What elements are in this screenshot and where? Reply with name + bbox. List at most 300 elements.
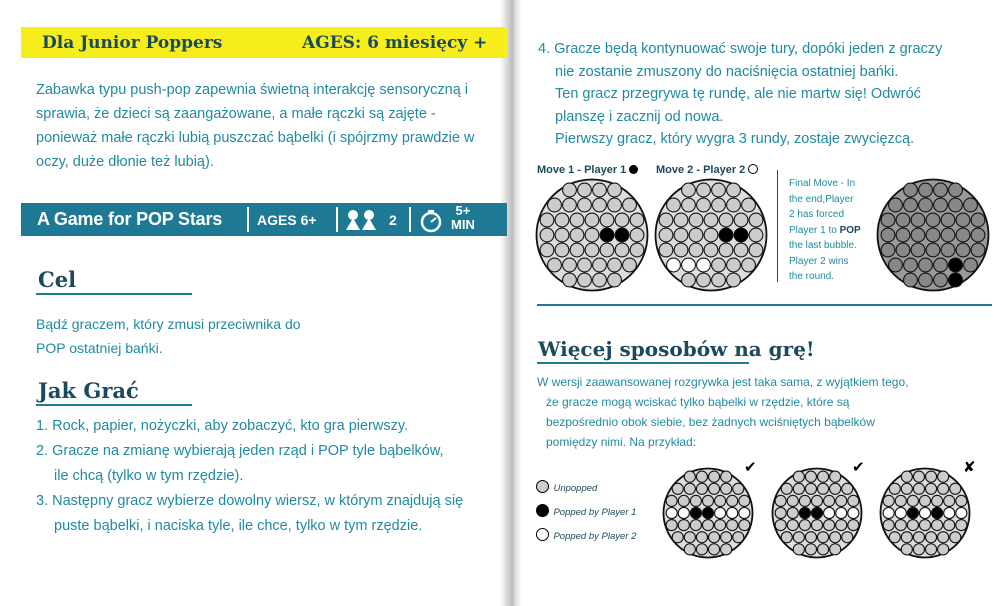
bubble	[708, 483, 719, 494]
bubble	[889, 198, 903, 212]
final-move-divider	[777, 170, 778, 282]
bubble	[901, 544, 912, 555]
bubble	[971, 228, 985, 242]
bubble	[811, 520, 822, 531]
time-bottom: MIN	[451, 217, 475, 232]
bubble	[941, 243, 955, 257]
goal-line: POP ostatniej bańki.	[36, 340, 163, 356]
timer-icon	[419, 208, 445, 234]
section-divider	[537, 304, 992, 306]
bubble	[901, 483, 912, 494]
bubble	[907, 520, 918, 531]
example-board-3	[879, 467, 971, 559]
bubble	[555, 228, 569, 242]
players-icon	[343, 209, 379, 231]
bubble	[911, 213, 925, 227]
bubble	[817, 532, 828, 543]
bubble	[889, 532, 900, 543]
bubble	[848, 520, 859, 531]
bubble	[563, 183, 577, 197]
bubble	[727, 183, 741, 197]
bubble	[938, 532, 949, 543]
intro-line: ponieważ małe rączki lubią puszczać bąbelki (i spójrzmy prawdzie w	[36, 130, 475, 146]
bubble	[956, 520, 967, 531]
time-top: 5+	[455, 203, 471, 218]
bubble	[950, 532, 961, 543]
step-2-cont: ile chcą (tylko w tym rzędzie).	[54, 468, 244, 484]
bubble	[708, 532, 719, 543]
bubble	[630, 243, 644, 257]
bubble	[749, 228, 763, 242]
bubble	[941, 213, 955, 227]
bubble	[600, 228, 614, 242]
bubble	[949, 258, 963, 272]
bubble	[932, 495, 943, 506]
bubble	[593, 258, 607, 272]
bubble	[721, 471, 732, 482]
bubble	[734, 213, 748, 227]
bubble	[630, 228, 644, 242]
bubble	[919, 198, 933, 212]
player1-swatch-icon	[536, 504, 549, 517]
bubble	[615, 243, 629, 257]
bubble	[719, 243, 733, 257]
final-line: the round.	[789, 271, 835, 282]
bubble	[944, 495, 955, 506]
more-ways-line: że gracze mogą wciskać tylko bąbelki w rzędzie, które są	[546, 395, 850, 409]
bubble	[623, 198, 637, 212]
bubble	[775, 495, 786, 506]
move1-label	[537, 164, 638, 176]
bubble	[742, 198, 756, 212]
bubble	[749, 213, 763, 227]
bubble	[881, 243, 895, 257]
more-ways-line: pomiędzy nimi. Na przykład:	[546, 435, 697, 449]
banner-divider	[409, 207, 411, 232]
legend-unpopped	[536, 478, 597, 496]
more-ways-text	[537, 372, 992, 452]
player2-dot-icon	[748, 164, 758, 174]
bubble	[727, 520, 738, 531]
bubble	[896, 213, 910, 227]
bubble	[727, 198, 741, 212]
bubble	[824, 507, 835, 518]
step4-line: planszę i zacznij od nowa.	[555, 108, 724, 125]
bubble	[593, 183, 607, 197]
bubble	[667, 198, 681, 212]
bubble	[944, 520, 955, 531]
bubble	[563, 273, 577, 287]
bubble	[896, 228, 910, 242]
bubble	[881, 228, 895, 242]
example-board-2	[771, 467, 863, 559]
bubble	[682, 258, 696, 272]
check-mark-icon: ✔	[744, 459, 757, 476]
bubble	[690, 520, 701, 531]
bubble	[836, 520, 847, 531]
bubble	[889, 483, 900, 494]
bubble	[623, 258, 637, 272]
move2-label	[656, 164, 758, 176]
bubble	[824, 495, 835, 506]
bubble	[666, 507, 677, 518]
more-ways-underline	[537, 362, 749, 364]
final-move-text	[789, 176, 861, 285]
bubble	[830, 483, 841, 494]
bubble	[836, 507, 847, 518]
player2-swatch-icon	[536, 528, 549, 541]
bubble	[949, 273, 963, 287]
bubble	[704, 243, 718, 257]
bubble	[704, 213, 718, 227]
bubble	[883, 495, 894, 506]
bubble	[901, 532, 912, 543]
bubble	[895, 507, 906, 518]
final-line: the end,Player	[789, 193, 854, 205]
x-mark-icon: ✘	[963, 459, 976, 476]
bubble	[950, 483, 961, 494]
bubble	[719, 213, 733, 227]
bubble	[811, 495, 822, 506]
bubble	[667, 258, 681, 272]
bubble	[715, 520, 726, 531]
bubble	[696, 544, 707, 555]
bubble	[678, 495, 689, 506]
bubble	[793, 483, 804, 494]
final-line-part: Player 1 to	[789, 224, 837, 236]
bubble	[919, 495, 930, 506]
bubble	[956, 213, 970, 227]
bubble	[895, 495, 906, 506]
bubble	[836, 495, 847, 506]
bubble	[901, 471, 912, 482]
bubble	[715, 507, 726, 518]
bubble	[775, 507, 786, 518]
goal-underline	[36, 293, 192, 295]
bubble	[925, 532, 936, 543]
bubble	[971, 213, 985, 227]
bubble	[690, 507, 701, 518]
bubble	[712, 183, 726, 197]
bubble	[817, 471, 828, 482]
bubble	[727, 273, 741, 287]
bubble	[548, 198, 562, 212]
bubble	[895, 520, 906, 531]
bubble	[570, 213, 584, 227]
goal-line: Bądź graczem, który zmusi przeciwnika do	[36, 316, 301, 332]
bubble	[696, 483, 707, 494]
bubble	[938, 483, 949, 494]
bubble	[608, 258, 622, 272]
bubble	[689, 228, 703, 242]
more-ways-line: W wersji zaawansowanej rozgrywka jest taka sama, z wyjątkiem tego,	[537, 375, 909, 389]
bubble	[949, 183, 963, 197]
goal-text	[36, 312, 301, 360]
player1-dot-icon	[629, 165, 638, 174]
bubble	[787, 495, 798, 506]
bubble	[702, 495, 713, 506]
bubble	[964, 258, 978, 272]
bubble	[934, 273, 948, 287]
bubble	[578, 183, 592, 197]
bubble	[932, 520, 943, 531]
bubble	[793, 544, 804, 555]
bubble	[926, 213, 940, 227]
banner-divider	[336, 207, 338, 232]
bubble	[615, 213, 629, 227]
legend-label: Unpopped	[553, 483, 598, 494]
players-count: 2	[389, 212, 397, 228]
bubble	[805, 483, 816, 494]
bubble	[578, 258, 592, 272]
final-line: Final Move - In	[789, 178, 856, 189]
bubble	[727, 258, 741, 272]
bubble	[913, 532, 924, 543]
bubble	[719, 228, 733, 242]
bubble	[570, 228, 584, 242]
step4-line: Pierwszy gracz, który wygra 3 rundy, zostaje zwycięzcą.	[555, 131, 915, 147]
bubble	[593, 273, 607, 287]
bubble	[934, 258, 948, 272]
bubble	[848, 507, 859, 518]
bubble	[659, 228, 673, 242]
bubble	[666, 520, 677, 531]
bubble	[682, 198, 696, 212]
bubble	[712, 273, 726, 287]
junior-banner-title: Dla Junior Poppers	[42, 33, 223, 53]
bubble	[682, 183, 696, 197]
bubble	[799, 507, 810, 518]
board-move-1	[535, 178, 649, 292]
bubble	[690, 495, 701, 506]
bubble	[659, 243, 673, 257]
bubble	[793, 471, 804, 482]
bubble	[805, 532, 816, 543]
bubble	[734, 228, 748, 242]
bubble	[672, 483, 683, 494]
bubble	[555, 213, 569, 227]
step-3-cont: puste bąbelki, i naciska tyle, ile chce, tylko w tym rzędzie.	[54, 518, 423, 534]
bubble	[781, 532, 792, 543]
bubble	[793, 532, 804, 543]
how-to-underline	[36, 404, 192, 406]
bubble	[824, 520, 835, 531]
bubble	[659, 213, 673, 227]
bubble	[563, 258, 577, 272]
final-line: the last bubble.	[789, 240, 857, 251]
bubble	[585, 213, 599, 227]
legend-label: Popped by Player 1	[553, 507, 637, 518]
bubble	[817, 483, 828, 494]
bubble	[578, 273, 592, 287]
bubble	[684, 544, 695, 555]
bubble	[925, 471, 936, 482]
bubble	[739, 520, 750, 531]
bubble	[672, 532, 683, 543]
bubble	[715, 495, 726, 506]
bubble	[540, 228, 554, 242]
final-line: Player 2 wins	[789, 255, 849, 267]
bubble	[911, 243, 925, 257]
bubble	[883, 520, 894, 531]
bubble	[721, 544, 732, 555]
bubble	[608, 183, 622, 197]
bubble	[848, 495, 859, 506]
bubble	[817, 544, 828, 555]
bubble	[689, 243, 703, 257]
bubble	[689, 213, 703, 227]
bubble	[708, 471, 719, 482]
step4-line: 4. Gracze będą kontynuować swoje tury, dopóki jeden z graczy	[538, 41, 943, 57]
bubble	[904, 183, 918, 197]
step4-line: Ten gracz przegrywa tę rundę, ale nie martw się! Odwróć	[555, 86, 921, 102]
bubble	[907, 495, 918, 506]
more-ways-heading: Więcej sposobów na grę!	[538, 337, 815, 361]
bubble	[674, 228, 688, 242]
bubble	[781, 483, 792, 494]
bubble	[949, 198, 963, 212]
bubble	[805, 471, 816, 482]
bubble	[911, 228, 925, 242]
more-ways-line: bezpośrednio obok siebie, bez żadnych wciśniętych bąbelków	[546, 415, 875, 429]
bubble	[913, 544, 924, 555]
legend-label: Popped by Player 2	[553, 531, 637, 542]
bubble	[739, 507, 750, 518]
bubble	[964, 198, 978, 212]
bubble	[721, 483, 732, 494]
bubble	[913, 471, 924, 482]
bubble	[938, 544, 949, 555]
pop-stars-banner	[21, 203, 507, 236]
bubble	[708, 544, 719, 555]
bubble	[696, 471, 707, 482]
unpopped-swatch-icon	[536, 480, 549, 493]
bubble	[600, 213, 614, 227]
bubble	[697, 198, 711, 212]
bubble	[600, 243, 614, 257]
bubble	[934, 183, 948, 197]
bubble	[540, 243, 554, 257]
bubble	[904, 258, 918, 272]
legend-player2	[536, 526, 636, 544]
bubble	[938, 471, 949, 482]
bubble	[925, 483, 936, 494]
final-line: 2 has forced	[789, 209, 845, 220]
bubble	[585, 228, 599, 242]
banner-divider	[247, 207, 249, 232]
bubble	[682, 273, 696, 287]
bubble	[904, 273, 918, 287]
bubble	[881, 213, 895, 227]
intro-line: sprawia, że dzieci są zaangażowane, a małe rączki są zajęte -	[36, 106, 436, 122]
bubble	[674, 243, 688, 257]
bubble	[548, 258, 562, 272]
bubble	[842, 483, 853, 494]
bubble	[608, 198, 622, 212]
bubble	[956, 243, 970, 257]
bubble	[563, 198, 577, 212]
bubble	[830, 532, 841, 543]
bubble	[666, 495, 677, 506]
bubble	[721, 532, 732, 543]
pop-stars-title: A Game for POP Stars	[37, 209, 223, 229]
step-3: 3. Następny gracz wybierze dowolny wiersz, w którym znajdują się	[36, 493, 464, 509]
bubble	[787, 520, 798, 531]
bubble	[775, 520, 786, 531]
final-line	[789, 223, 861, 239]
bubble	[727, 495, 738, 506]
bubble	[697, 183, 711, 197]
junior-banner-ages: AGES: 6 miesięcy +	[302, 33, 488, 53]
goal-heading: Cel	[38, 267, 77, 292]
bubble	[805, 544, 816, 555]
bubble	[697, 258, 711, 272]
bubble	[593, 198, 607, 212]
intro-line: oczy, duże dłonie też lubią).	[36, 154, 214, 170]
board-final-move	[876, 178, 990, 292]
bubble	[934, 198, 948, 212]
bubble	[697, 273, 711, 287]
bubble	[956, 495, 967, 506]
example-board-1	[662, 467, 754, 559]
check-mark-icon: ✔	[852, 459, 865, 476]
bubble	[925, 544, 936, 555]
bubble	[684, 471, 695, 482]
bubble	[919, 273, 933, 287]
bubble	[944, 507, 955, 518]
bubble	[811, 507, 822, 518]
time-label	[451, 204, 475, 232]
bubble	[733, 532, 744, 543]
bubble	[570, 243, 584, 257]
bubble	[742, 258, 756, 272]
bubble	[684, 483, 695, 494]
bubble	[830, 544, 841, 555]
bubble	[696, 532, 707, 543]
bubble	[733, 483, 744, 494]
bubble	[739, 495, 750, 506]
step-1: 1. Rock, papier, nożyczki, aby zobaczyć, kto gra pierwszy.	[36, 418, 409, 434]
bubble	[678, 520, 689, 531]
bubble	[913, 483, 924, 494]
bubble	[842, 532, 853, 543]
legend-player1	[536, 502, 636, 520]
step-4-text	[538, 38, 993, 151]
how-to-steps	[36, 414, 501, 539]
bubble	[712, 198, 726, 212]
bubble	[684, 532, 695, 543]
bubble	[727, 507, 738, 518]
bubble	[799, 520, 810, 531]
how-to-heading: Jak Grać	[38, 378, 139, 403]
bubble	[555, 243, 569, 257]
bubble	[971, 243, 985, 257]
bubble	[615, 228, 629, 242]
bubble	[896, 243, 910, 257]
step-2: 2. Gracze na zmianę wybierają jeden rząd i POP tyle bąbelków,	[36, 443, 444, 459]
bubble	[540, 213, 554, 227]
bubble	[932, 507, 943, 518]
bubble	[919, 507, 930, 518]
bubble	[956, 507, 967, 518]
bubble	[585, 243, 599, 257]
move2-label-text: Move 2 - Player 2	[656, 164, 746, 176]
bubble	[702, 507, 713, 518]
bubble	[883, 507, 894, 518]
board-move-2	[654, 178, 768, 292]
bubble	[919, 183, 933, 197]
bubble	[926, 228, 940, 242]
